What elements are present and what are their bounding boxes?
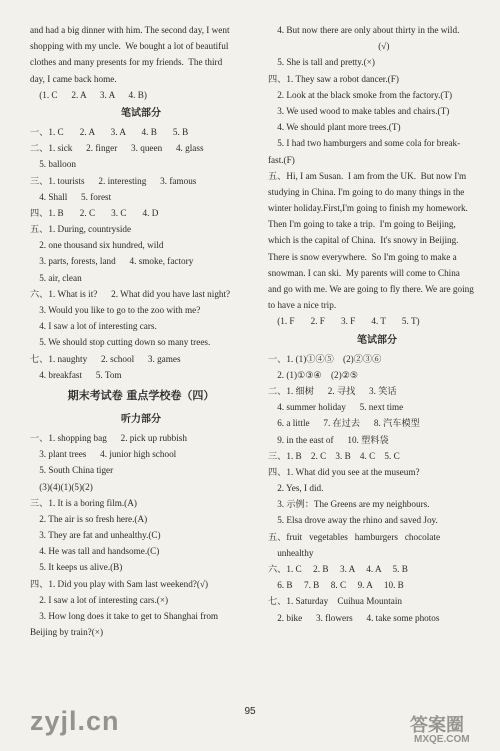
answer-line: 六、1. What is it? 2. What did you have last night? [30,288,231,299]
answer-line: 5. South China tiger [30,465,114,476]
answer-line: (1. C 2. A 3. A 4. B) [30,89,147,100]
answer-line: 9. in the east of 10. 塑料袋 [268,434,389,445]
section-heading: 笔试部分 [121,107,161,119]
answer-line: 4. But now there are only about thirty in the wild. [268,25,460,35]
answer-line: fast.(F) [268,154,295,165]
answer-line: 四、1. They saw a robot dancer.(F) [268,73,399,84]
answer-line: 3. 示例：The Greens are my neighbours. [268,499,430,510]
answer-line: 七、1. naughty 2. school 3. games [30,353,181,364]
answer-line: (3)(4)(1)(5)(2) [30,481,93,492]
answer-line: 6. a little 7. 在过去 8. 汽车模型 [268,418,420,429]
watermark-left: zyjl.cn [30,706,120,736]
answer-line: 二、1. sick 2. finger 3. queen 4. glass [30,143,204,154]
answer-line: and had a big dinner with him. The second day, I went [30,25,230,35]
answer-line: 2. bike 3. flowers 4. take some photos [268,612,440,623]
answer-line: 2. Yes, I did. [268,483,324,494]
answer-line: 4. breakfast 5. Tom [30,369,122,380]
answer-line: 三、1. It is a boring film.(A) [30,497,137,508]
answer-line: clothes and many presents for my friends. The third [30,57,223,68]
answer-line: 3. We used wood to make tables and chairs.(T) [268,105,450,116]
answer-line: 二、1. 细树 2. 寻找 3. 笑话 [268,385,397,396]
answer-line: snowman. I can ski. My parents will come to China [268,267,460,278]
answer-line: 5. balloon [30,159,76,170]
section-heading: 听力部分 [121,413,161,425]
answer-line: unhealthy [268,547,314,558]
answer-line: 3. plant trees 4. junior high school [30,449,177,460]
section-heading: 期末考试卷 重点学校卷（四） [67,388,215,402]
answer-line: 六、1. C 2. B 3. A 4. A 5. B [268,564,408,574]
answer-line: 5. She is tall and pretty.(×) [268,57,375,68]
answer-line: winter holiday.First,I'm going to finish my homework. [268,203,468,214]
answer-line: to have a nice trip. [268,300,337,311]
answer-line: 一、1. shopping bag 2. pick up rubbish [30,432,187,443]
answer-line: 6. B 7. B 8. C 9. A 10. B [268,580,404,591]
answer-line: (1. F 2. F 3. F 4. T 5. T) [268,316,420,327]
answer-line: studying in China. I'm going to do many things in the [268,186,465,197]
answer-line: and go with me. We are going to fly there. We are going [268,284,474,294]
section-heading: 笔试部分 [357,334,397,346]
answer-line: 五、fruit vegetables hamburgers chocolate [268,531,441,542]
left-column [30,22,252,640]
answer-line: 3. How long does it take to get to Shanghai from [30,611,219,621]
answer-line: 五、Hi, I am Susan. I am from the UK. But now I'm [268,170,467,181]
answer-line: 3. Would you like to go to the zoo with me? [30,305,201,315]
answer-line: Beijing by train?(×) [30,627,104,638]
page-number: 95 [244,706,256,717]
answer-line: 2. The air is so fresh here.(A) [30,513,148,524]
answer-line: 3. parts, forests, land 4. smoke, factory [30,256,194,267]
answer-line: 三、1. B 2. C 3. B 4. C 5. C [268,450,400,461]
answer-line: day, I came back home. [30,73,117,84]
answer-line: 四、1. B 2. C 3. C 4. D [30,207,159,218]
answer-line: 5. It keeps us alive.(B) [30,562,123,573]
answer-line: 4. I saw a lot of interesting cars. [30,321,157,332]
answer-line: Then I'm going to take a trip. I'm going to Beijing, [268,219,456,230]
answer-line: shopping with my uncle. We bought a lot of beautiful [30,41,229,52]
answer-line: 4. He was tall and handsome.(C) [30,546,160,557]
answer-line: There is snow everywhere. So I'm going to make a [268,251,457,262]
answer-line: 2. (1)①③④ (2)②⑤ [268,369,359,380]
answer-line: 一、1. C 2. A 3. A 4. B 5. B [30,126,189,137]
answer-line: 七、1. Saturday Cuihua Mountain [268,596,402,607]
watermark-right: 答案圈 [410,715,464,735]
right-column [268,22,486,626]
answer-line: 4. Shall 5. forest [30,191,112,202]
answer-line: 5. We should stop cutting down so many trees. [30,337,211,348]
answer-line: 5. air, clean [30,272,82,283]
answer-line: 4. We should plant more trees.(T) [268,122,401,133]
answer-line: which is the capital of China. It's snowy in Beijing. [268,235,459,246]
answer-line: 五、1. During, countryside [30,224,132,235]
answer-line: 4. summer holiday 5. next time [268,402,404,413]
answer-line: 5. I had two hamburgers and some cola for break- [268,138,461,149]
answer-line: 四、1. Did you play with Sam last weekend?(√) [30,578,209,589]
answer-line: (√) [268,41,390,52]
answer-line: 四、1. What did you see at the museum? [268,466,420,477]
answer-line: 2. I saw a lot of interesting cars.(×) [30,594,169,605]
watermark-right-sub: MXQE.COM [414,734,470,745]
answer-line: 2. Look at the black smoke from the factory.(T) [268,89,453,100]
answer-line: 一、1. (1)①④⑤ (2)②③⑥ [268,353,382,364]
answer-line: 5. Elsa drove away the rhino and saved Joy. [268,515,438,526]
answer-line: 2. one thousand six hundred, wild [30,240,164,251]
answer-line: 三、1. tourists 2. interesting 3. famous [30,175,197,186]
answer-line: 3. They are fat and unhealthy.(C) [30,530,161,541]
